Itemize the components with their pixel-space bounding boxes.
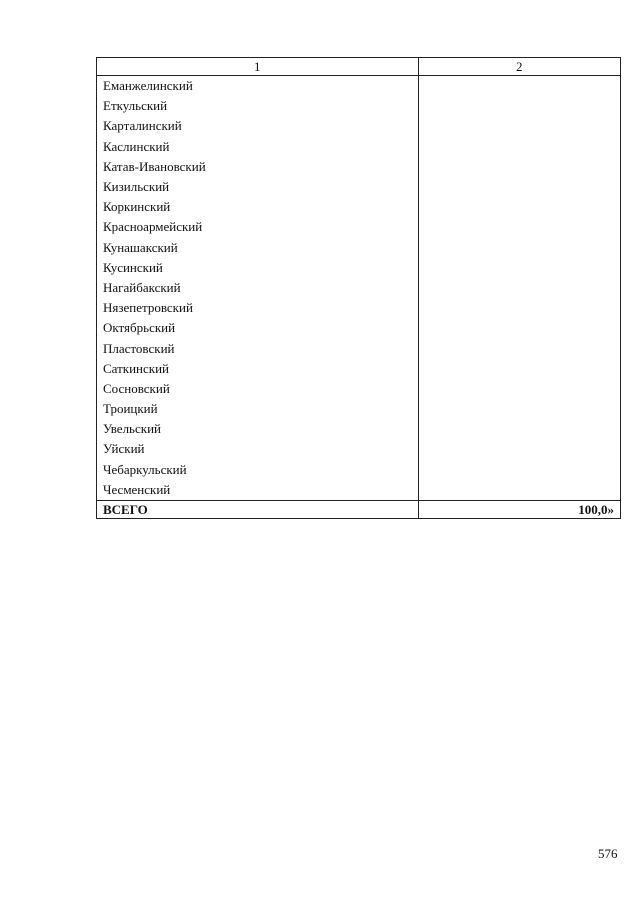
district-value <box>418 419 620 439</box>
district-value <box>418 298 620 318</box>
district-name: Красноармейский <box>97 217 419 237</box>
district-value <box>418 76 620 97</box>
district-value <box>418 137 620 157</box>
table-body <box>97 76 621 519</box>
district-value <box>418 359 620 379</box>
district-value <box>418 318 620 338</box>
data-table <box>96 57 621 519</box>
district-name: Карталинский <box>97 116 419 136</box>
district-value <box>418 157 620 177</box>
table-row <box>97 359 621 379</box>
table-row <box>97 258 621 278</box>
district-value <box>418 217 620 237</box>
district-value <box>418 338 620 358</box>
table-row <box>97 480 621 501</box>
district-value <box>418 238 620 258</box>
table-row <box>97 298 621 318</box>
column-header-2: 2 <box>418 58 620 76</box>
district-name: Нагайбакский <box>97 278 419 298</box>
district-name: Уйский <box>97 439 419 459</box>
total-row <box>97 500 621 518</box>
district-name: Катав-Ивановский <box>97 157 419 177</box>
table-row <box>97 318 621 338</box>
district-value <box>418 379 620 399</box>
district-name: Еманжелинский <box>97 76 419 97</box>
district-name: Каслинский <box>97 137 419 157</box>
district-value <box>418 177 620 197</box>
district-value <box>418 439 620 459</box>
table-row <box>97 197 621 217</box>
table-row <box>97 439 621 459</box>
district-name: Коркинский <box>97 197 419 217</box>
district-name: Увельский <box>97 419 419 439</box>
table-row <box>97 116 621 136</box>
table-header-row <box>97 58 621 76</box>
district-name: Саткинский <box>97 359 419 379</box>
district-name: Кизильский <box>97 177 419 197</box>
table-row <box>97 96 621 116</box>
district-value <box>418 480 620 501</box>
table-row <box>97 379 621 399</box>
table-row <box>97 137 621 157</box>
district-name: Кусинский <box>97 258 419 278</box>
district-name: Чесменский <box>97 480 419 501</box>
table-row <box>97 460 621 480</box>
district-name: Сосновский <box>97 379 419 399</box>
page-number: 576 <box>598 846 618 861</box>
district-value <box>418 278 620 298</box>
district-name: Кунашакский <box>97 238 419 258</box>
district-value <box>418 197 620 217</box>
table-row <box>97 338 621 358</box>
table-row <box>97 76 621 97</box>
district-value <box>418 460 620 480</box>
table-row <box>97 419 621 439</box>
column-header-1: 1 <box>97 58 419 76</box>
table-row <box>97 217 621 237</box>
table-row <box>97 238 621 258</box>
district-name: Еткульский <box>97 96 419 116</box>
total-value: 100,0» <box>418 500 620 518</box>
district-value <box>418 258 620 278</box>
district-name: Октябрьский <box>97 318 419 338</box>
district-name: Чебаркульский <box>97 460 419 480</box>
table-row <box>97 399 621 419</box>
district-value <box>418 96 620 116</box>
table-row <box>97 177 621 197</box>
district-name: Нязепетровский <box>97 298 419 318</box>
table-row <box>97 278 621 298</box>
district-name: Троицкий <box>97 399 419 419</box>
district-name: Пластовский <box>97 338 419 358</box>
total-label: ВСЕГО <box>97 500 419 518</box>
district-value <box>418 116 620 136</box>
district-value <box>418 399 620 419</box>
table-row <box>97 157 621 177</box>
